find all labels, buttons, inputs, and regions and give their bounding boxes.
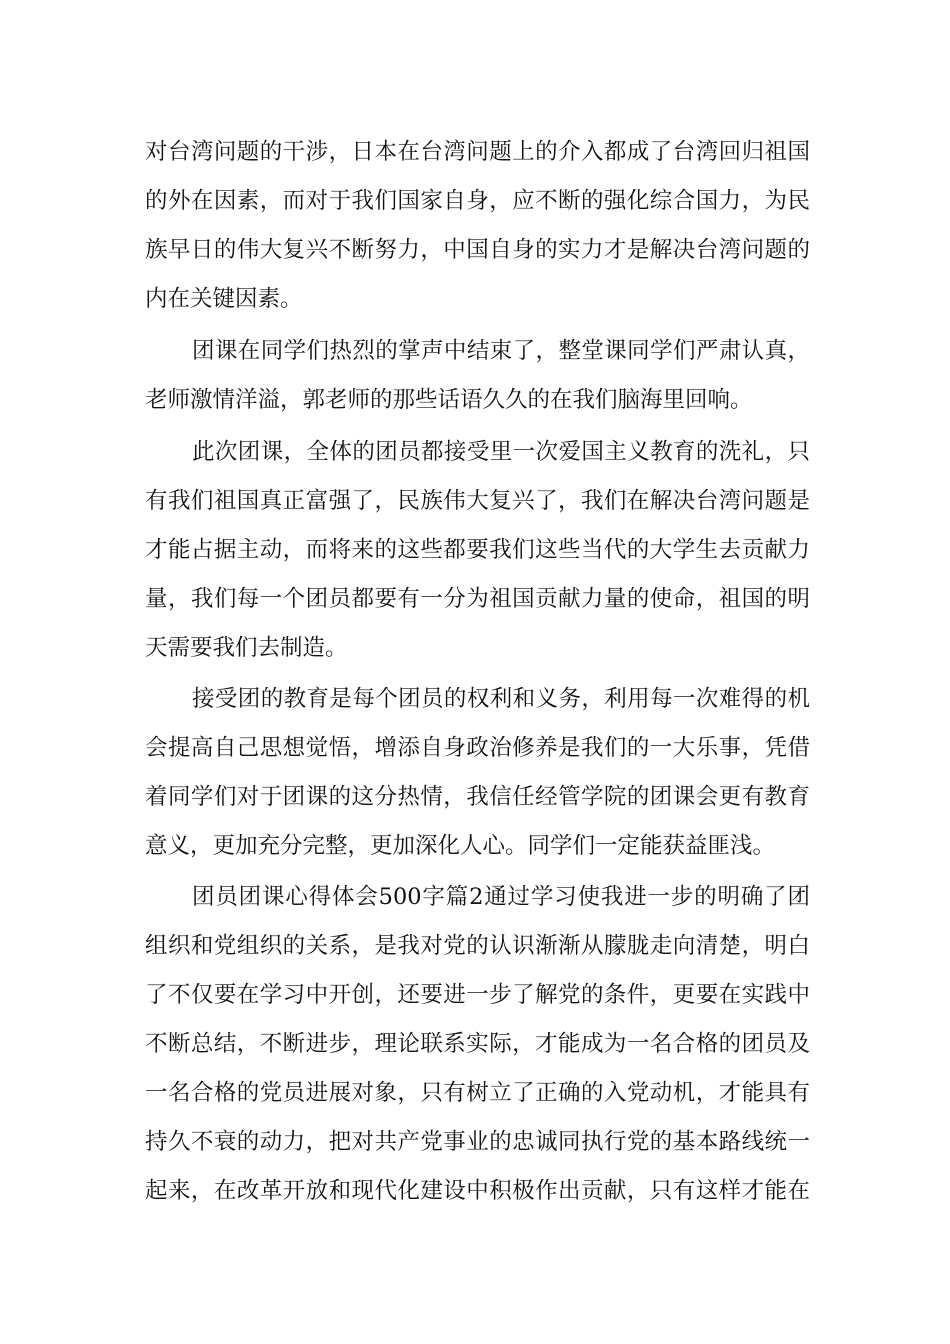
paragraph-first-line: 接受团的教育是每个团员的权利和义务，利用每一次难得的机: [192, 686, 810, 712]
text-line: 对台湾问题的干涉，日本在台湾问题上的介入都成了台湾回归祖国: [145, 139, 810, 165]
text-line: 族早日的伟大复兴不断努力，中国自身的实力才是解决台湾问题的: [145, 237, 810, 263]
text-line: 不断总结，不断进步，理论联系实际，才能成为一名合格的团员及: [145, 1031, 810, 1057]
text-line: 量，我们每一个团员都要有一分为祖国贡献力量的使命，祖国的明: [145, 586, 810, 612]
text-line: 内在关键因素。: [145, 286, 303, 312]
text-line: 意义，更加充分完整，更加深化人心。同学们一定能获益匪浅。: [145, 833, 776, 859]
text-line: 了不仅要在学习中开创，还要进一步了解党的条件，更要在实践中: [145, 982, 810, 1008]
text-line: 老师激情洋溢，郭老师的那些话语久久的在我们脑海里回响。: [145, 387, 753, 413]
text-line: 一名合格的党员进展对象，只有树立了正确的入党动机，才能具有: [145, 1080, 810, 1106]
text-line: 组织和党组织的关系，是我对党的认识渐渐从朦胧走向清楚，明白: [145, 933, 810, 959]
text-line: 起来，在改革开放和现代化建设中积极作出贡献，只有这样才能在: [145, 1178, 810, 1204]
paragraph-first-line: 团课在同学们热烈的掌声中结束了，整堂课同学们严肃认真，: [192, 338, 810, 364]
text-line: 的外在因素，而对于我们国家自身，应不断的强化综合国力，为民: [145, 188, 810, 214]
text-line: 天需要我们去制造。: [145, 635, 348, 661]
text-line: 才能占据主动，而将来的这些都要我们这些当代的大学生去贡献力: [145, 537, 810, 563]
text-line: 着同学们对于团课的这分热情，我信任经管学院的团课会更有教育: [145, 784, 810, 810]
text-line: 持久不衰的动力，把对共产党事业的忠诚同执行党的基本路线统一: [145, 1129, 810, 1155]
paragraph-first-line: 团员团课心得体会500字篇2通过学习使我进一步的明确了团: [192, 884, 810, 910]
paragraph-first-line: 此次团课，全体的团员都接受里一次爱国主义教育的洗礼，只: [192, 439, 810, 465]
text-line: 会提高自己思想觉悟，增添自身政治修养是我们的一大乐事，凭借: [145, 735, 810, 761]
text-line: 有我们祖国真正富强了，民族伟大复兴了，我们在解决台湾问题是: [145, 488, 810, 514]
